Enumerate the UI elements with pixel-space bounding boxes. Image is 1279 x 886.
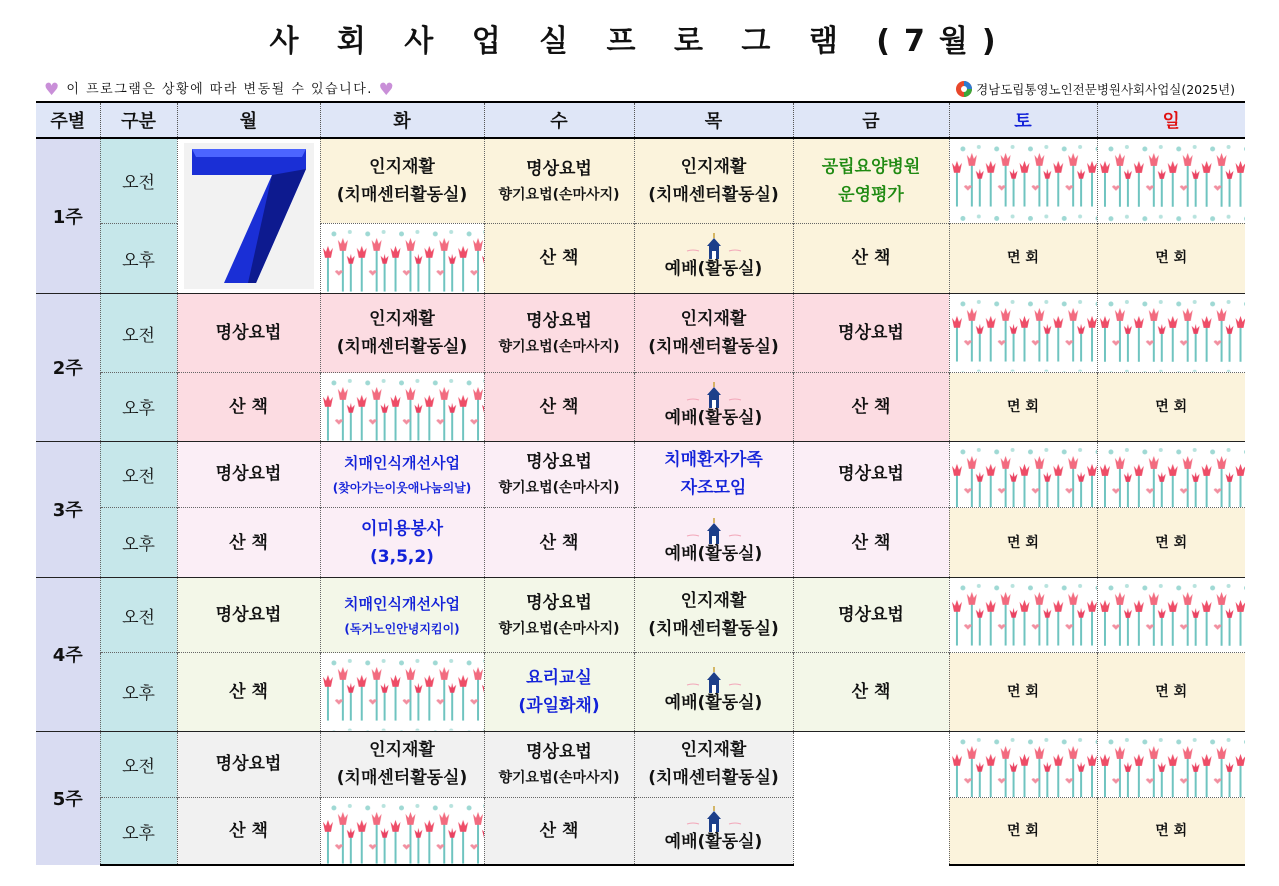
flowers-image xyxy=(1097,578,1245,653)
cell-w4-tue-am: 치매인식개선사업 (독거노인안녕지킴이) xyxy=(320,578,484,653)
flowers-image xyxy=(1097,138,1245,223)
table-row xyxy=(36,294,1245,373)
cell-w5-thu-pm: 예배(활동실) xyxy=(634,798,793,865)
organization-logo-icon xyxy=(955,80,973,98)
flowers-image xyxy=(320,223,484,294)
period-am: 오전 xyxy=(100,138,177,223)
cell-w3-tue-am: 치매인식개선사업 (찾아가는이웃애나눔의날) xyxy=(320,441,484,508)
cell-w3-sun-pm: 면 회 xyxy=(1097,508,1245,578)
cell-w4-fri-pm: 산 책 xyxy=(793,653,949,732)
cell-w3-fri-pm: 산 책 xyxy=(793,508,949,578)
flowers-image xyxy=(320,653,484,732)
period-pm: 오후 xyxy=(100,798,177,865)
cell-w4-sun-pm: 면 회 xyxy=(1097,653,1245,732)
heart-icon: ♥ xyxy=(378,80,396,100)
week-label: 1주 xyxy=(36,138,100,294)
period-pm: 오후 xyxy=(100,653,177,732)
flowers-image xyxy=(949,441,1097,508)
cell-w3-sat-pm: 면 회 xyxy=(949,508,1097,578)
flowers-image xyxy=(1097,294,1245,373)
header-tue: 화 xyxy=(320,102,484,138)
cell-w2-wed-pm: 산 책 xyxy=(484,373,634,442)
cell-w3-fri-am: 명상요법 xyxy=(793,441,949,508)
table-row xyxy=(36,653,1245,732)
header-row xyxy=(36,102,1245,138)
cell-w3-thu-am: 치매환자가족 자조모임 xyxy=(634,441,793,508)
period-am: 오전 xyxy=(100,731,177,798)
week-label: 2주 xyxy=(36,294,100,441)
cell-w3-mon-am: 명상요법 xyxy=(177,441,320,508)
period-am: 오전 xyxy=(100,294,177,373)
week-label: 5주 xyxy=(36,731,100,865)
cell-w4-sat-pm: 면 회 xyxy=(949,653,1097,732)
cell-w5-fri-empty xyxy=(793,731,949,865)
cell-w2-mon-pm: 산 책 xyxy=(177,373,320,442)
cell-w3-wed-am: 명상요법 향기요법(손마사지) xyxy=(484,441,634,508)
flowers-image xyxy=(949,138,1097,223)
number-seven-image xyxy=(177,138,320,294)
table-row xyxy=(36,441,1245,508)
cell-w1-thu-pm: 예배(활동실) xyxy=(634,223,793,294)
organization-name: 경남도립통영노인전문병원사회사업실(2025년) xyxy=(976,82,1235,97)
week-label: 3주 xyxy=(36,441,100,578)
table-row xyxy=(36,373,1245,442)
heart-icon: ♥ xyxy=(44,80,61,100)
cell-w5-sat-pm: 면 회 xyxy=(949,798,1097,865)
cell-w4-wed-am: 명상요법 향기요법(손마사지) xyxy=(484,578,634,653)
header-category: 구분 xyxy=(100,102,177,138)
cell-w4-fri-am: 명상요법 xyxy=(793,578,949,653)
cell-w2-thu-pm: 예배(활동실) xyxy=(634,373,793,442)
header-fri: 금 xyxy=(793,102,949,138)
cell-w4-mon-am: 명상요법 xyxy=(177,578,320,653)
cell-w1-tue-am: 인지재활 (치매센터활동실) xyxy=(320,138,484,223)
cell-w4-thu-am: 인지재활 (치매센터활동실) xyxy=(634,578,793,653)
header-thu: 목 xyxy=(634,102,793,138)
cell-w3-tue-pm: 이미용봉사 (3,5,2) xyxy=(320,508,484,578)
flowers-image xyxy=(1097,731,1245,798)
schedule-table xyxy=(36,101,1245,866)
cell-w1-wed-pm: 산 책 xyxy=(484,223,634,294)
header-sun: 일 xyxy=(1097,102,1245,138)
week-label: 4주 xyxy=(36,578,100,731)
cell-w2-mon-am: 명상요법 xyxy=(177,294,320,373)
cell-w3-mon-pm: 산 책 xyxy=(177,508,320,578)
period-am: 오전 xyxy=(100,441,177,508)
cell-w2-fri-pm: 산 책 xyxy=(793,373,949,442)
table-row xyxy=(36,508,1245,578)
cell-w4-mon-pm: 산 책 xyxy=(177,653,320,732)
table-row xyxy=(36,138,1245,223)
flowers-image xyxy=(320,373,484,442)
notice-text: 이 프로그램은 상황에 따라 변동될 수 있습니다. xyxy=(66,82,373,97)
table-row xyxy=(36,798,1245,865)
period-pm: 오후 xyxy=(100,223,177,294)
cell-w5-tue-am: 인지재활 (치매센터활동실) xyxy=(320,731,484,798)
header-sat: 토 xyxy=(949,102,1097,138)
cell-w5-wed-am: 명상요법 향기요법(손마사지) xyxy=(484,731,634,798)
cell-w2-tue-am: 인지재활 (치매센터활동실) xyxy=(320,294,484,373)
flowers-image xyxy=(320,798,484,865)
cell-w1-sat-pm: 면 회 xyxy=(949,223,1097,294)
table-row xyxy=(36,731,1245,798)
cell-w1-sun-pm: 면 회 xyxy=(1097,223,1245,294)
cell-w3-thu-pm: 예배(활동실) xyxy=(634,508,793,578)
flowers-image xyxy=(949,731,1097,798)
flowers-image xyxy=(949,578,1097,653)
notice xyxy=(44,78,395,100)
period-pm: 오후 xyxy=(100,373,177,442)
header-mon: 월 xyxy=(177,102,320,138)
cell-w5-thu-am: 인지재활 (치매센터활동실) xyxy=(634,731,793,798)
cell-w5-mon-pm: 산 책 xyxy=(177,798,320,865)
cell-w1-thu-am: 인지재활 (치매센터활동실) xyxy=(634,138,793,223)
cell-w5-sun-pm: 면 회 xyxy=(1097,798,1245,865)
cell-w2-sat-pm: 면 회 xyxy=(949,373,1097,442)
cell-w2-thu-am: 인지재활 (치매센터활동실) xyxy=(634,294,793,373)
organization xyxy=(955,80,1235,98)
cell-w5-mon-am: 명상요법 xyxy=(177,731,320,798)
cell-w2-wed-am: 명상요법 향기요법(손마사지) xyxy=(484,294,634,373)
cell-w2-sun-pm: 면 회 xyxy=(1097,373,1245,442)
cell-w4-thu-pm: 예배(활동실) xyxy=(634,653,793,732)
cell-w5-wed-pm: 산 책 xyxy=(484,798,634,865)
page-title: 사 회 사 업 실 프 로 그 램 (7월) xyxy=(269,24,1010,59)
cell-w4-wed-pm: 요리교실 (과일화채) xyxy=(484,653,634,732)
cell-w2-fri-am: 명상요법 xyxy=(793,294,949,373)
cell-w1-wed-am: 명상요법 향기요법(손마사지) xyxy=(484,138,634,223)
table-row xyxy=(36,578,1245,653)
header-wed: 수 xyxy=(484,102,634,138)
period-am: 오전 xyxy=(100,578,177,653)
period-pm: 오후 xyxy=(100,508,177,578)
cell-w1-fri-am: 공립요양병원 운영평가 xyxy=(793,138,949,223)
flowers-image xyxy=(1097,441,1245,508)
cell-w3-wed-pm: 산 책 xyxy=(484,508,634,578)
cell-w1-fri-pm: 산 책 xyxy=(793,223,949,294)
header-week: 주별 xyxy=(36,102,100,138)
flowers-image xyxy=(949,294,1097,373)
